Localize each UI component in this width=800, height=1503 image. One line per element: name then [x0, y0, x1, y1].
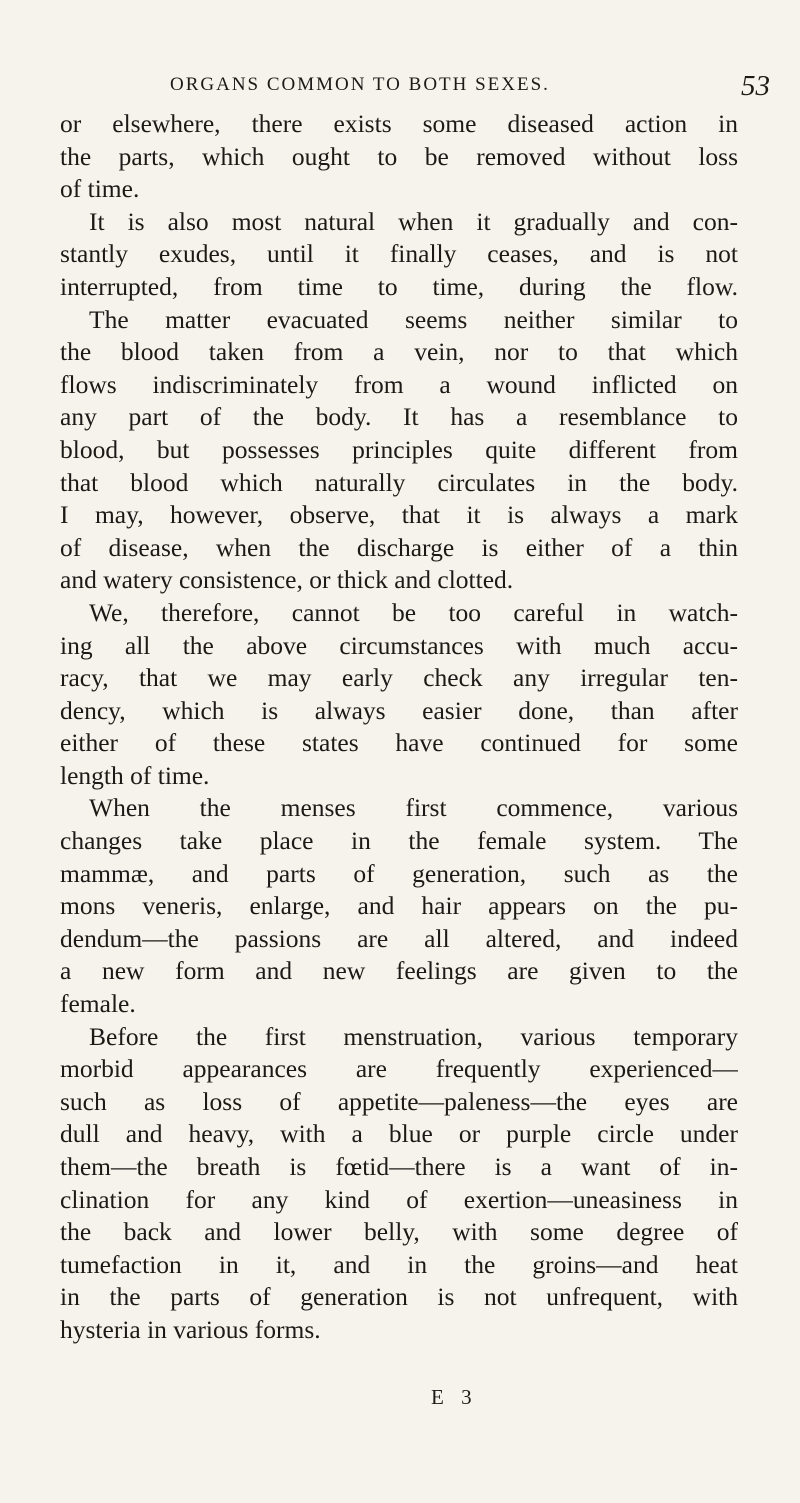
text-line: Before the first menstruation, various temporary — [89, 1021, 738, 1051]
running-title: ORGANS COMMON TO BOTH SEXES. — [170, 74, 550, 95]
text-line: length of time. — [60, 760, 210, 790]
text-line: either of these states have continued for some — [60, 728, 738, 758]
signature-mark: E 3 — [431, 1385, 478, 1409]
text-line: or elsewhere, there exists some diseased action in — [60, 109, 738, 138]
text-line: dendum—the passions are all altered, and indeed — [60, 923, 738, 953]
text-line: that blood which naturally circulates in the body. — [60, 467, 738, 497]
text-line: flows indiscriminately from a wound inflicted on — [60, 369, 738, 399]
text-line: dency, which is always easier done, than after — [60, 695, 738, 725]
text-line: mons veneris, enlarge, and hair appears on the pu- — [60, 891, 738, 921]
text-line: blood, but possesses principles quite different from — [60, 434, 738, 464]
text-line: racy, that we may early check any irregular ten- — [60, 663, 738, 693]
page-header — [170, 70, 770, 104]
text-line: the blood taken from a vein, nor to that which — [60, 337, 738, 367]
text-line: hysteria in various forms. — [60, 1314, 321, 1344]
text-line: such as loss of appetite—paleness—the eyes are — [60, 1086, 738, 1116]
text-line: stantly exudes, until it finally ceases, and is not — [60, 239, 738, 269]
text-line: changes take place in the female system. The — [60, 826, 738, 856]
text-line: The matter evacuated seems neither similar to — [89, 304, 738, 334]
text-line: We, therefore, cannot be too careful in watch- — [89, 597, 738, 627]
text-line: It is also most natural when it gradually and con- — [89, 206, 738, 236]
text-line: morbid appearances are frequently experienced— — [60, 1054, 738, 1084]
text-line: mammæ, and parts of generation, such as the — [60, 858, 738, 888]
text-line: female. — [60, 989, 136, 1019]
text-line: When the menses first commence, various — [89, 793, 738, 823]
text-line: interrupted, from time to time, during the flow. — [60, 271, 738, 301]
text-line: of time. — [60, 174, 140, 204]
text-line: dull and heavy, with a blue or purple circle under — [60, 1119, 738, 1149]
text-line: a new form and new feelings are given to the — [60, 956, 738, 986]
text-line: in the parts of generation is not unfrequent, with — [60, 1282, 738, 1312]
text-line: clination for any kind of exertion—uneasiness in — [60, 1184, 738, 1214]
text-line: them—the breath is fœtid—there is a want of in- — [60, 1152, 738, 1181]
text-line: and watery consistence, or thick and clotted. — [60, 565, 514, 595]
text-line: the parts, which ought to be removed without loss — [60, 141, 738, 171]
page-number: 53 — [741, 70, 770, 102]
text-line: of disease, when the discharge is either of a thin — [60, 532, 738, 562]
text-line: any part of the body. It has a resemblance to — [60, 402, 738, 432]
text-line: ing all the above circumstances with much accu- — [60, 630, 738, 660]
text-line: I may, however, observe, that it is always a mark — [60, 500, 738, 530]
text-line: the back and lower belly, with some degree of — [60, 1217, 738, 1247]
body-text — [60, 108, 738, 1347]
text-line: tumefaction in it, and in the groins—and heat — [60, 1249, 738, 1279]
